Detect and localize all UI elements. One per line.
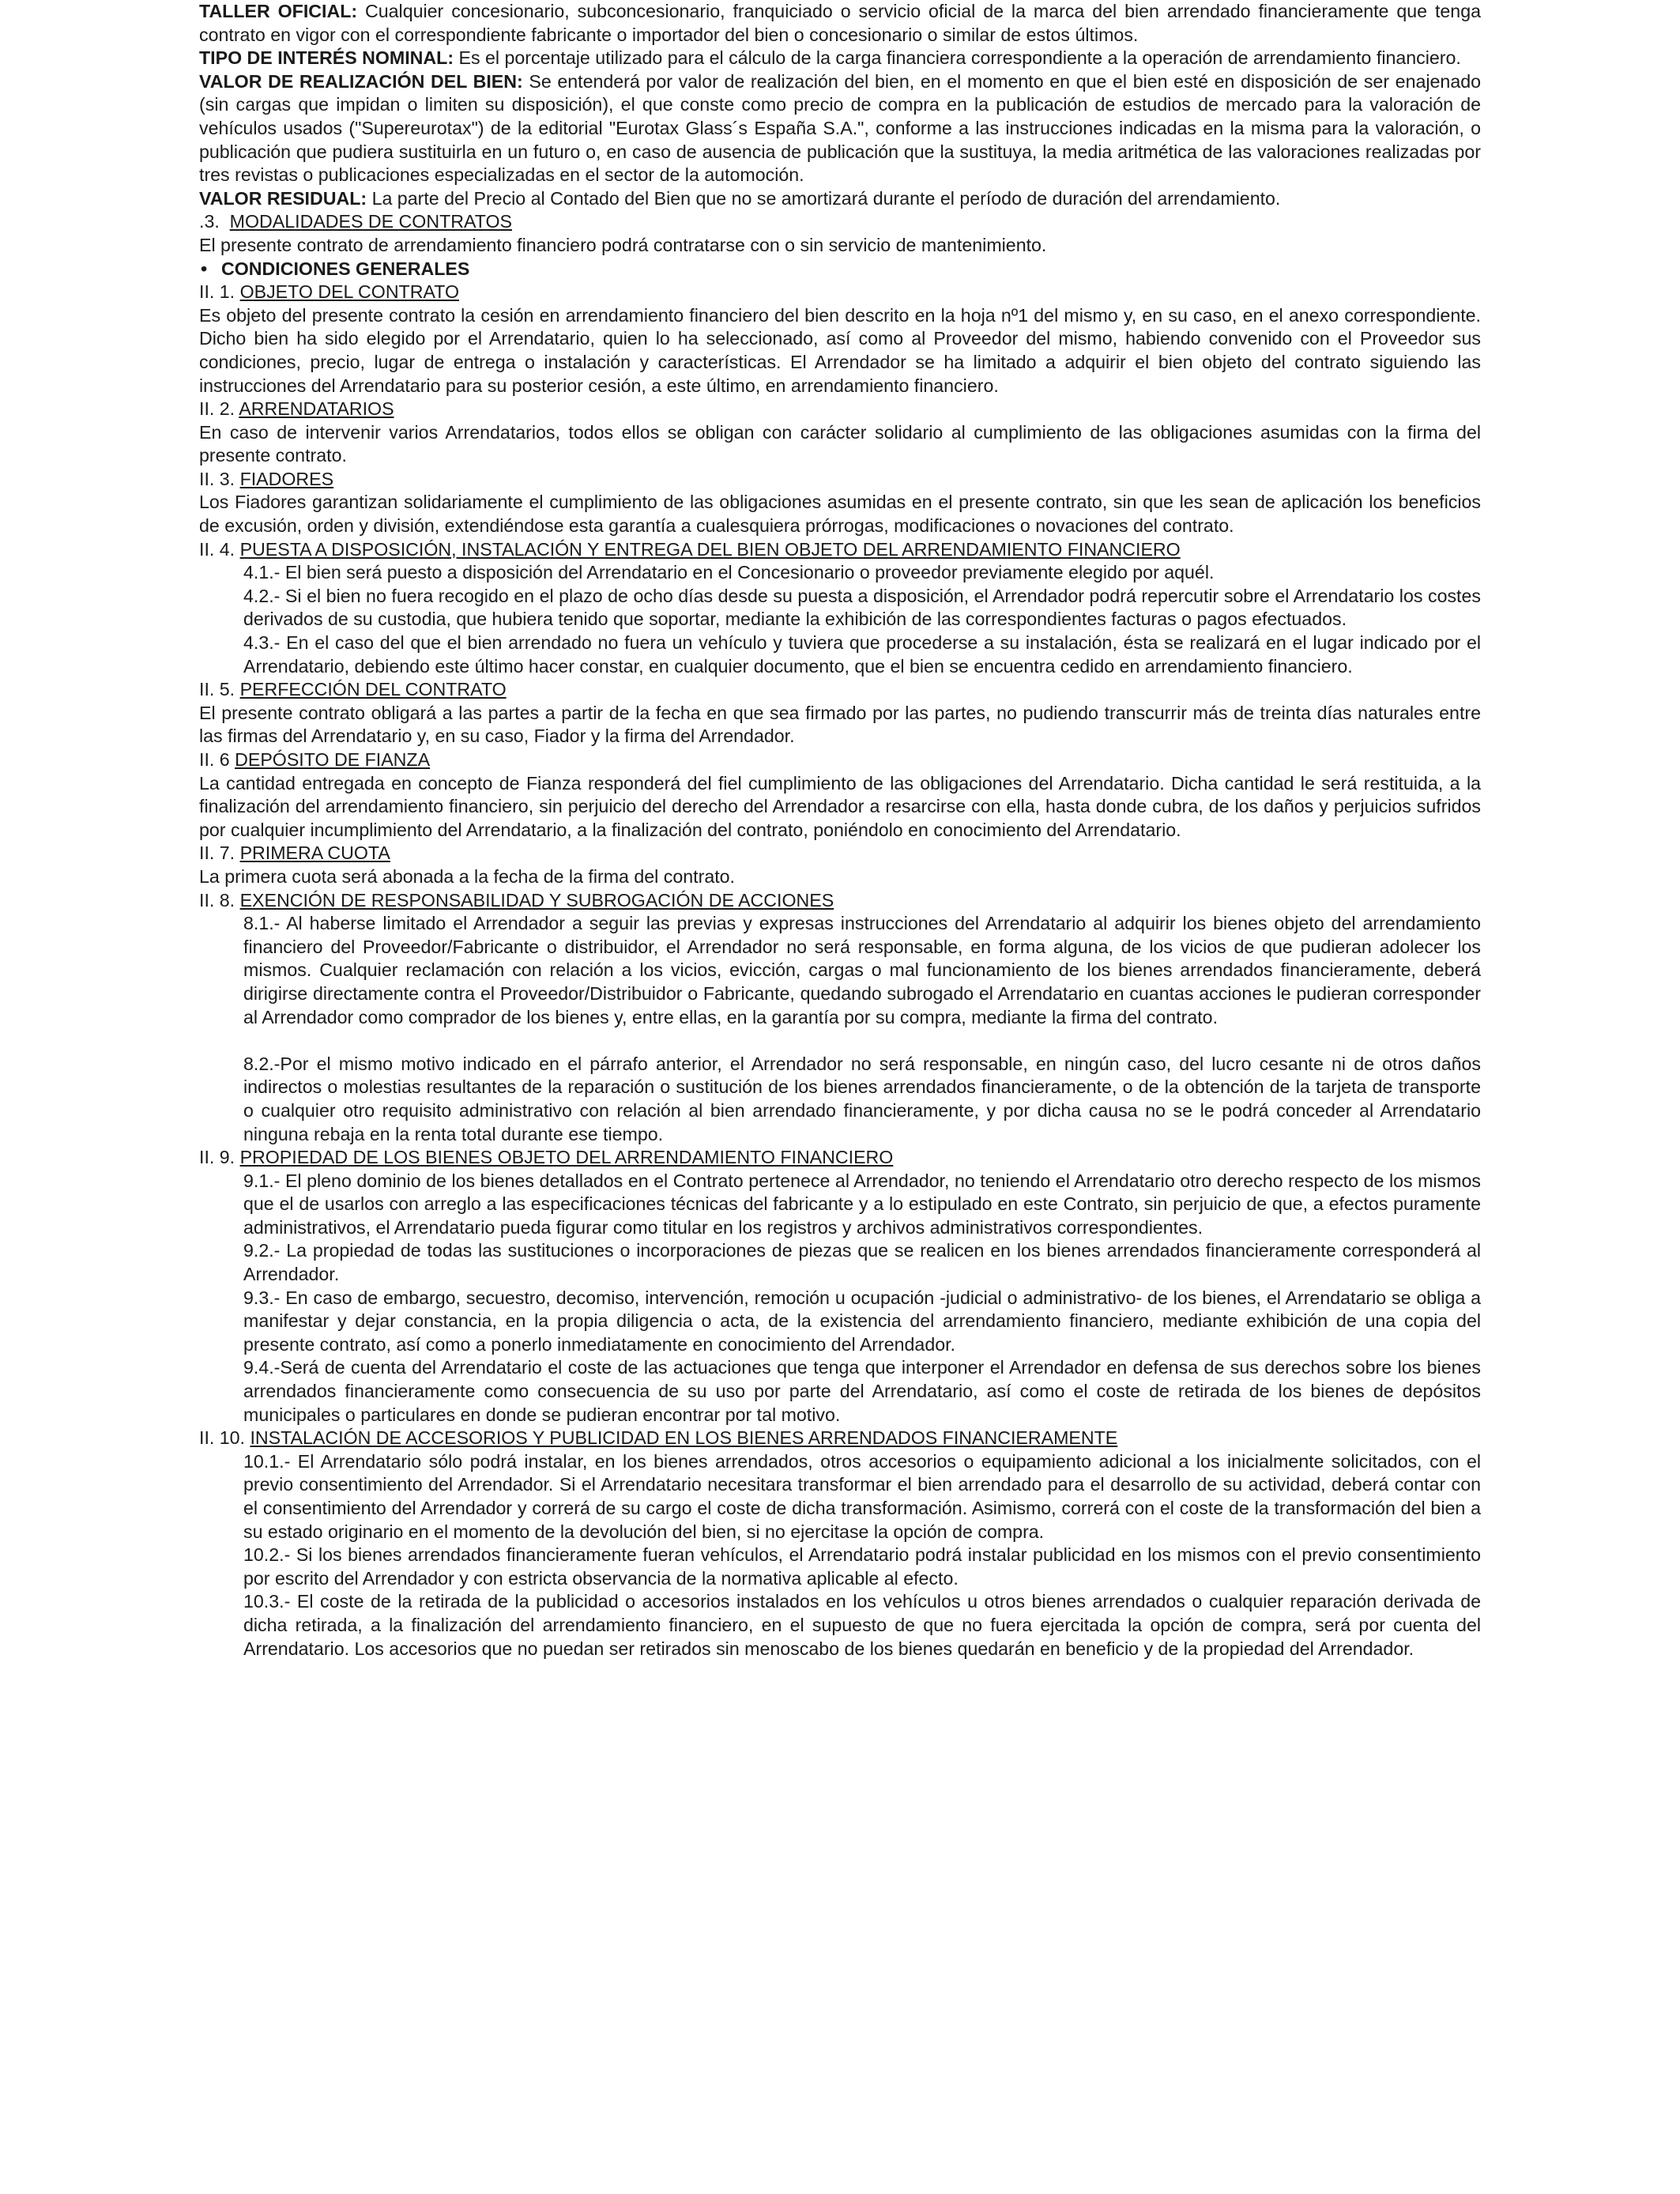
section-number: II. 4.	[199, 538, 240, 560]
clause-9-2: 9.2.- La propiedad de todas las sustituciones o incorporaciones de piezas que se realicen en los bienes arrendados financieramente corresponderá al Arrendador.	[243, 1240, 1481, 1285]
section-heading-objeto	[199, 281, 1481, 304]
section-number: II. 5.	[199, 679, 240, 700]
section-title: PERFECCIÓN DEL CONTRATO	[239, 679, 507, 700]
paragraph-gap	[199, 1029, 1481, 1053]
condiciones-generales-label: CONDICIONES GENERALES	[221, 258, 470, 279]
clause-4-2: 4.2.- Si el bien no fuera recogido en el plazo de ocho días desde su puesta a disposición, el Arrendador podrá repercutir sobre el Arrendatario los costes derivados de su custodia, que hubiera tenido que soportar, mediante la exhibición de las correspondientes facturas o pagos efectuados.	[243, 585, 1481, 630]
definition-text: La parte del Precio al Contado del Bien que no se amortizará durante el período de duración del arrendamiento.	[367, 187, 1281, 209]
section-number: II. 10.	[199, 1427, 250, 1449]
clause-10-2: 10.2.- Si los bienes arrendados financieramente fueran vehículos, el Arrendatario podrá instalar publicidad en los mismos con el previo consentimiento por escrito del Arrendador y con estricta observancia de la normativa aplicable al efecto.	[243, 1544, 1481, 1589]
section-body: Los Fiadores garantizan solidariamente el cumplimiento de las obligaciones asumidas en el presente contrato, sin que les sean de aplicación los beneficios de excusión, orden y división, extendiéndose esta garantía a cualesquiera prórrogas, modificaciones o novaciones del contrato.	[199, 492, 1481, 537]
clause-9-1: 9.1.- El pleno dominio de los bienes detallados en el Contrato pertenece al Arrendador, no teniendo el Arrendatario otro derecho respecto de los mismos que el de usarlos con arreglo a las especificaciones técnicas del fabricante y a lo estipulado en este Contrato, sin perjuicio de que, a efectos puramente administrativos, el Arrendatario pueda figurar como titular en los registros y archivos administrativos correspondientes.	[243, 1170, 1481, 1238]
section-title: ARRENDATARIOS	[239, 398, 394, 420]
modalidades-heading	[199, 210, 1481, 234]
section-title: PRIMERA CUOTA	[239, 843, 390, 864]
clause-10-3: 10.3.- El coste de la retirada de la publicidad o accesorios instalados en los vehículos u otros bienes arrendados o cualquier reparación derivada de dicha retirada, a la finalización del arrendamiento financiero, en el supuesto de que no fuera ejercitada la opción de compra, será por cuenta del Arrendatario. Los accesorios que no puedan ser retirados sin menoscabo de los bienes quedarán en beneficio y de la propiedad del Arrendador.	[243, 1591, 1481, 1659]
section-body: Es objeto del presente contrato la cesión en arrendamiento financiero del bien descrito en la hoja nº1 del mismo y, en su caso, en el anexo correspondiente. Dicho bien ha sido elegido por el Arrendatario, quien lo ha seleccionado, así como al Proveedor del mismo, habiendo convenido con el Proveedor sus condiciones, precio, lugar de entrega o instalación y características. El Arrendador se ha limitado a adquirir el bien objeto del contrato siguiendo las instrucciones del Arrendatario para su posterior cesión, a este último, en arrendamiento financiero.	[199, 304, 1481, 396]
section-heading-arrendatarios	[199, 398, 1481, 421]
definition-valor-residual	[199, 187, 1481, 211]
section-number: II. 8.	[199, 889, 240, 910]
modalidades-text: El presente contrato de arrendamiento financiero podrá contratarse con o sin servicio de mantenimiento.	[199, 234, 1047, 255]
section-heading-exencion	[199, 889, 1481, 913]
clause-8-2: 8.2.-Por el mismo motivo indicado en el párrafo anterior, el Arrendador no será responsable, en ningún caso, del lucro cesante ni de otros daños indirectos o molestias resultantes de la reparación o sustitución de los bienes arrendados financieramente, o de la obtención de la tarjeta de transporte o cualquier otro requisito administrativo con relación al bien arrendado financieramente, y por dicha causa no se le podrá conceder al Arrendatario ninguna rebaja en la renta total durante ese tiempo.	[243, 1053, 1481, 1144]
definition-term: VALOR RESIDUAL:	[199, 187, 367, 209]
section-heading-accesorios	[199, 1427, 1481, 1450]
bullet-icon: •	[201, 258, 208, 279]
definition-term: TALLER OFICIAL:	[199, 1, 358, 21]
definition-taller-oficial	[199, 0, 1481, 47]
section-heading-fianza	[199, 748, 1481, 772]
section-number: II. 2.	[199, 398, 239, 420]
clause-9-3: 9.3.- En caso de embargo, secuestro, decomiso, intervención, remoción u ocupación -judicial o administrativo- de los bienes, el Arrendatario se obliga a manifestar y dejar constancia, en la propia diligencia o acta, de la existencia del arrendamiento financiero, mediante exhibición de una copia del presente contrato, así como a ponerlo inmediatamente en conocimiento del Arrendador.	[243, 1287, 1481, 1355]
document-page	[199, 0, 1481, 1661]
section-number: II. 6	[199, 749, 235, 770]
clause-9-4: 9.4.-Será de cuenta del Arrendatario el coste de las actuaciones que tenga que interponer el Arrendador en defensa de sus derechos sobre los bienes arrendados financieramente como consecuencia de su uso por parte del Arrendatario, así como el coste de retirada de los bienes de depósitos municipales o particulares en donde se pudieran encontrar por tal motivo.	[243, 1357, 1481, 1425]
definition-tipo-interes	[199, 47, 1481, 70]
definition-text: Cualquier concesionario, subconcesionario, franquiciado o servicio oficial de la marca del bien arrendado financieramente que tenga contrato en vigor con el correspondiente fabricante o importador del bien o concesionario o similar de estos últimos.	[199, 1, 1481, 45]
definition-valor-realizacion	[199, 70, 1481, 187]
definition-term: VALOR DE REALIZACIÓN DEL BIEN:	[199, 70, 523, 92]
section-title: PUESTA A DISPOSICIÓN, INSTALACIÓN Y ENTREGA DEL BIEN OBJETO DEL ARRENDAMIENTO FINANCIERO	[239, 538, 1181, 560]
section-body: La cantidad entregada en concepto de Fianza responderá del fiel cumplimiento de las obligaciones del Arrendatario. Dicha cantidad le será restituida, a la finalización del arrendamiento financiero, sin perjuicio del derecho del Arrendador a resarcirse con ella, hasta donde cubra, de los daños y perjuicios sufridos por cualquier incumplimiento del Arrendatario, a la finalización del contrato, poniéndolo en conocimiento del Arrendatario.	[199, 772, 1481, 840]
definition-text: Se entenderá por valor de realización del bien, en el momento en que el bien esté en disposición de ser enajenado (sin cargas que impidan o limiten su disposición), el que conste como precio de compra en la publicación de estudios de mercado para la valoración de vehículos usados ("Supereurotax") de la editorial "Eurotax Glass´s España S.A.", conforme a las instrucciones indicadas en la misma para la valoración, o publicación que pudiera sustituirla en un futuro o, en caso de ausencia de publicación que la sustituya, la media aritmética de las valoraciones realizadas por tres revistas o publicaciones especializadas en el sector de la automoción.	[199, 70, 1482, 186]
section-heading-puesta-disposicion	[199, 538, 1481, 562]
section-body: En caso de intervenir varios Arrendatarios, todos ellos se obligan con carácter solidario al cumplimiento de las obligaciones asumidas con la firma del presente contrato.	[199, 421, 1481, 466]
section-body: El presente contrato obligará a las partes a partir de la fecha en que sea firmado por las partes, no pudiendo transcurrir más de treinta días naturales entre las firmas del Arrendatario y, en su caso, Fiador y la firma del Arrendador.	[199, 702, 1481, 747]
section-title: PROPIEDAD DE LOS BIENES OBJETO DEL ARRENDAMIENTO FINANCIERO	[239, 1147, 894, 1168]
condiciones-generales-heading	[199, 258, 1481, 281]
section-heading-fiadores	[199, 468, 1481, 492]
section-title: DEPÓSITO DE FIANZA	[235, 749, 431, 770]
clause-4-3: 4.3.- En el caso del que el bien arrendado no fuera un vehículo y tuviera que procederse a su instalación, ésta se realizará en el lugar indicado por el Arrendatario, debiendo este último hacer constar, en cualquier documento, que el bien se encuentra cedido en arrendamiento financiero.	[243, 632, 1481, 677]
section-heading-propiedad	[199, 1146, 1481, 1170]
section-heading-perfeccion	[199, 678, 1481, 702]
section-number: II. 9.	[199, 1147, 240, 1168]
definition-text: Es el porcentaje utilizado para el cálculo de la carga financiera correspondiente a la operación de arrendamiento financiero.	[454, 47, 1461, 69]
section-number: II. 7.	[199, 843, 240, 864]
modalidades-title: MODALIDADES DE CONTRATOS	[229, 211, 512, 232]
section-title: OBJETO DEL CONTRATO	[239, 281, 459, 303]
modalidades-number: .3.	[199, 211, 220, 232]
clause-8-1: 8.1.- Al haberse limitado el Arrendador a seguir las previas y expresas instrucciones del Arrendatario al adquirir los bienes objeto del arrendamiento financiero del Proveedor/Fabricante o distribuidor, el Arrendador no será responsable, en forma alguna, de los vicios de que pudieran adolecer los mismos. Cualquier reclamación con relación a los vicios, evicción, cargas o mal funcionamiento de los bienes arrendados financieramente, deberá dirigirse directamente contra el Proveedor/Distribuidor o Fabricante, quedando subrogado el Arrendatario en cuantas acciones le pudieran corresponder al Arrendador como comprador de los bienes y, entre ellas, en la garantía por su compra, mediante la firma del contrato.	[243, 913, 1481, 1027]
section-heading-primera-cuota	[199, 842, 1481, 865]
section-number: II. 1.	[199, 281, 240, 303]
section-title: EXENCIÓN DE RESPONSABILIDAD Y SUBROGACIÓN DE ACCIONES	[239, 889, 834, 910]
section-number: II. 3.	[199, 468, 240, 489]
section-title: FIADORES	[239, 468, 334, 489]
definition-term: TIPO DE INTERÉS NOMINAL:	[199, 47, 454, 69]
section-body: La primera cuota será abonada a la fecha de la firma del contrato.	[199, 865, 735, 887]
clause-10-1: 10.1.- El Arrendatario sólo podrá instalar, en los bienes arrendados, otros accesorios o equipamiento adicional a los inicialmente solicitados, con el previo consentimiento del Arrendador. Si el Arrendatario necesitara transformar el bien arrendado para el desarrollo de su actividad, deberá contar con el consentimiento del Arrendador y correrá de su cargo el coste de dicha transformación. Asimismo, correrá con el coste de la transformación del bien a su estado originario en el momento de la devolución del bien, si no ejercitase la opción de compra.	[243, 1450, 1481, 1542]
section-title: INSTALACIÓN DE ACCESORIOS Y PUBLICIDAD EN LOS BIENES ARRENDADOS FINANCIERAMENTE	[250, 1427, 1118, 1449]
clause-4-1: 4.1.- El bien será puesto a disposición del Arrendatario en el Concesionario o proveedor previamente elegido por aquél.	[243, 562, 1215, 583]
